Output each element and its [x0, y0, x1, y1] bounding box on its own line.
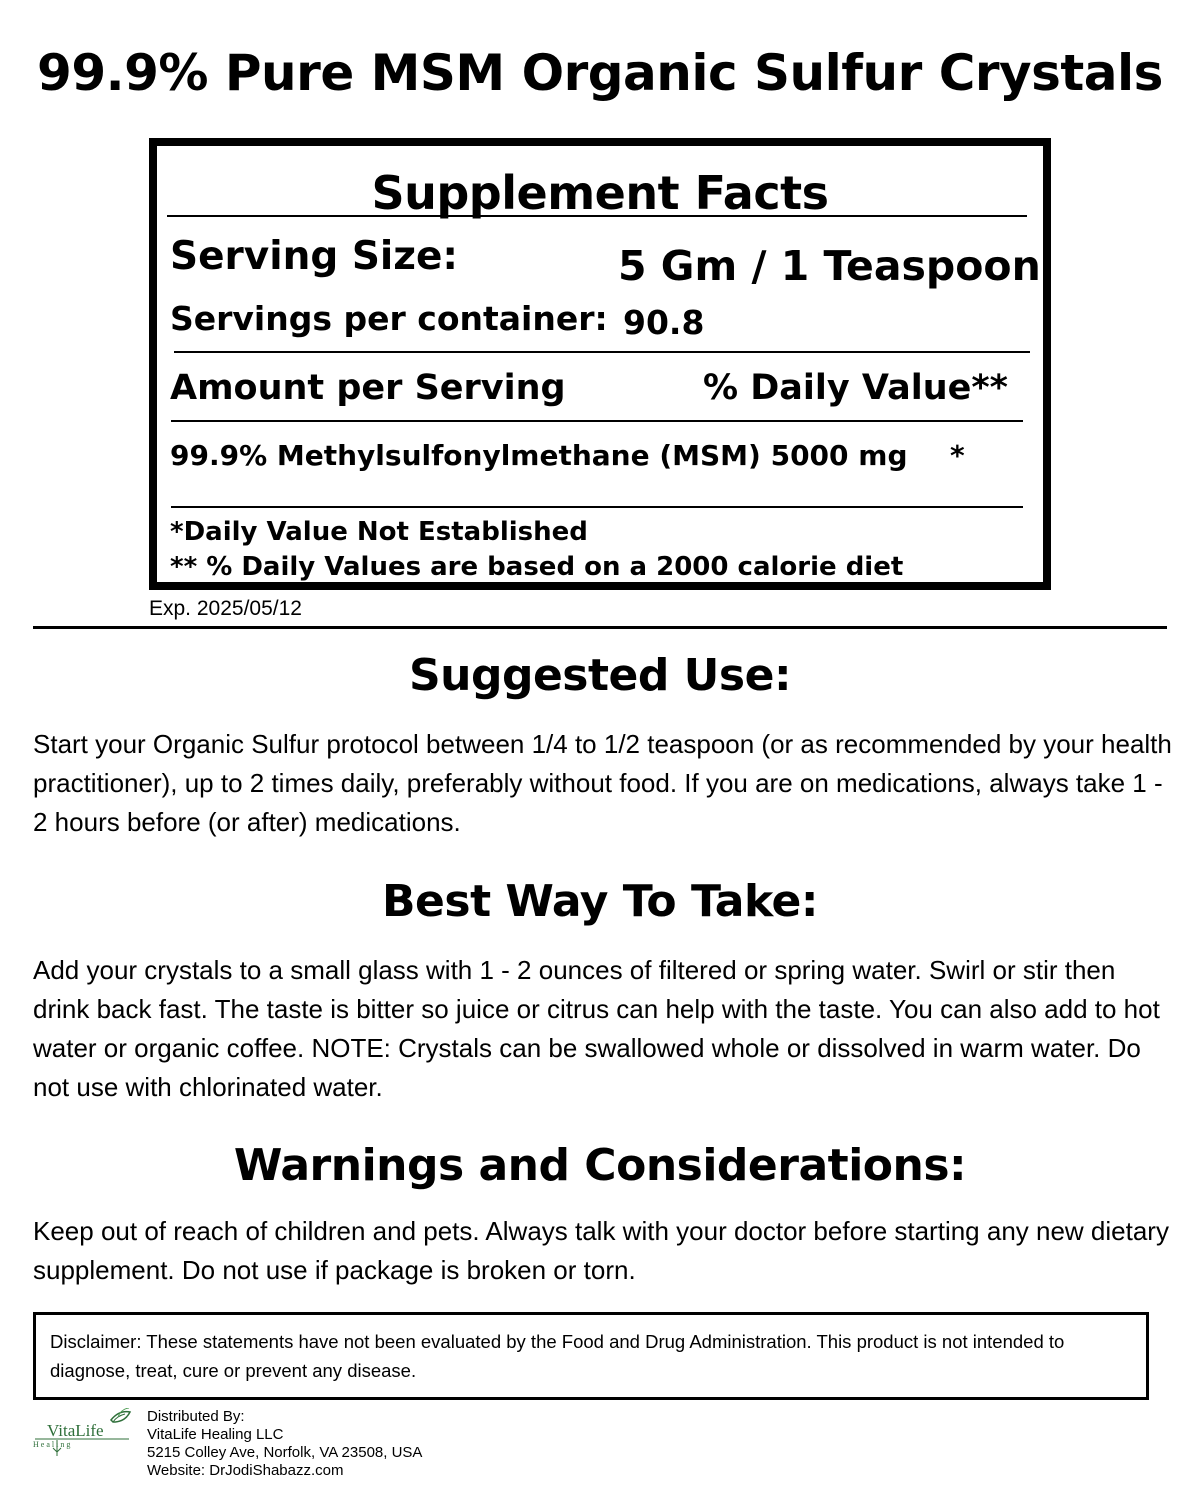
vitalife-logo — [33, 1408, 133, 1460]
leaf-icon — [33, 1408, 133, 1460]
serving-size-value: 5 Gm / 1 Teaspoon — [618, 242, 1041, 290]
servings-per-container-label: Servings per container: — [170, 299, 608, 338]
servings-per-container-value: 90.8 — [623, 303, 705, 342]
facts-divider — [174, 351, 1030, 353]
distributor-company: VitaLife Healing LLC — [147, 1426, 284, 1443]
section-divider — [33, 626, 1167, 629]
supplement-facts-heading: Supplement Facts — [371, 166, 829, 220]
facts-divider — [167, 215, 1027, 217]
best-way-text: Add your crystals to a small glass with 1 - 2 ounces of filtered or spring water. Swirl or stir then drink back fast. The taste is bitter so juice or citrus can help with the taste. You can also add to hot water or organic coffee. NOTE: Crystals can be swallowed whole or dissolved in warm water. Do not use with chlorinated water. — [33, 955, 1160, 1102]
facts-divider — [171, 506, 1023, 508]
warnings-text: Keep out of reach of children and pets. Always talk with your doctor before starting any new dietary supplement. Do not use if package is broken or torn. — [33, 1216, 1169, 1285]
distributor-website: Website: DrJodiShabazz.com — [147, 1462, 344, 1479]
svg-text:Healing: Healing — [33, 1440, 73, 1449]
distributor-info — [147, 1408, 422, 1480]
daily-value-label: % Daily Value** — [703, 368, 1008, 408]
expiry-date: Exp. 2025/05/12 — [149, 597, 302, 620]
supplement-facts-panel — [149, 138, 1051, 590]
serving-size-label: Serving Size: — [170, 234, 459, 279]
footnote-daily-value: *Daily Value Not Established — [170, 517, 588, 547]
disclaimer-box — [33, 1312, 1149, 1400]
page-title: 99.9% Pure MSM Organic Sulfur Crystals — [37, 44, 1163, 102]
ingredient-msm: 99.9% Methylsulfonylmethane (MSM) 5000 mg — [170, 439, 908, 472]
facts-divider — [171, 420, 1023, 422]
amount-per-serving-label: Amount per Serving — [170, 368, 566, 408]
warnings-heading: Warnings and Considerations: — [233, 1140, 967, 1191]
distributor-address: 5215 Colley Ave, Norfolk, VA 23508, USA — [147, 1444, 423, 1461]
footnote-calorie-diet: ** % Daily Values are based on a 2000 calorie diet — [170, 552, 904, 582]
svg-text:VitaLife: VitaLife — [47, 1421, 104, 1440]
ingredient-daily-value: * — [950, 439, 965, 472]
distributor-label: Distributed By: — [147, 1408, 245, 1425]
suggested-use-heading: Suggested Use: — [408, 650, 792, 701]
best-way-heading: Best Way To Take: — [382, 876, 818, 927]
suggested-use-text: Start your Organic Sulfur protocol between 1/4 to 1/2 teaspoon (or as recommended by your health practitioner), up to 2 times daily, preferably without food. If you are on medications, always take 1 - 2 hours before (or after) medications. — [33, 729, 1172, 837]
disclaimer-text: Disclaimer: These statements have not been evaluated by the Food and Drug Administration. This product is not intended to diagnose, treat, cure or prevent any disease. — [50, 1331, 1065, 1381]
